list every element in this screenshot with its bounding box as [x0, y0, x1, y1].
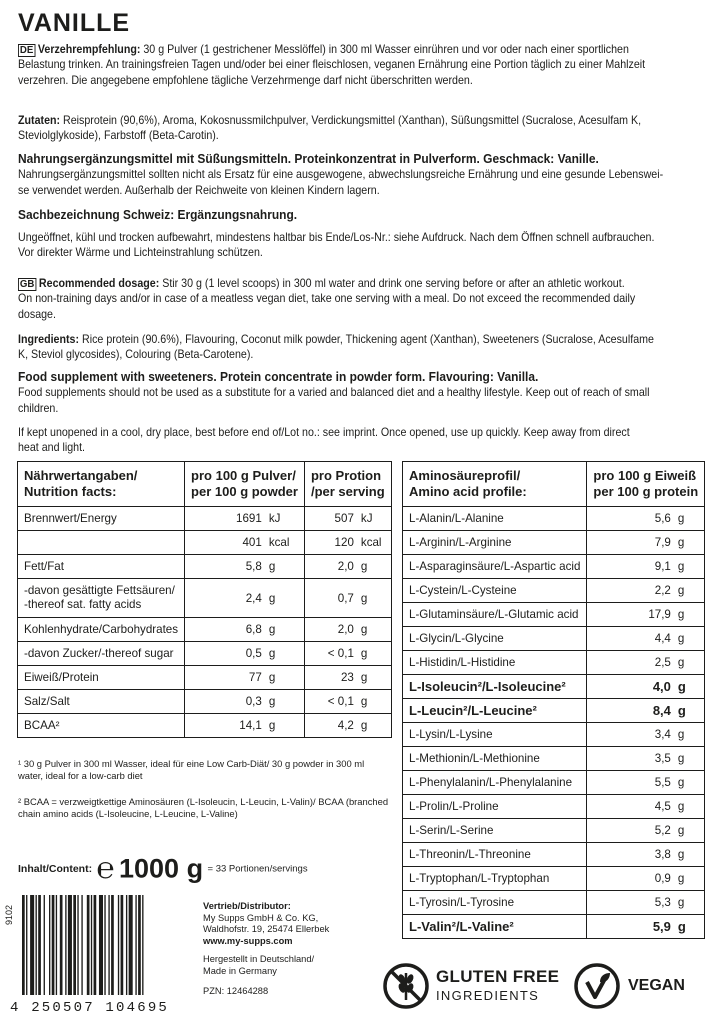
- gluten-free-sublabel: INGREDIENTS: [436, 988, 540, 1003]
- de-swiss-heading: Sachbezeichnung Schweiz: Ergänzungsnahrung.: [18, 207, 298, 222]
- nutrition-value-serving: 2,0: [304, 618, 356, 642]
- amino-row: [403, 507, 705, 531]
- vegan-label: VEGAN: [628, 977, 685, 994]
- vegan-leaf-icon: [573, 962, 621, 1010]
- amino-unit: g: [674, 795, 705, 819]
- made-in-line: Hergestellt in Deutschland/: [203, 954, 315, 964]
- nutrition-label: Kohlenhydrate/Carbohydrates: [18, 618, 185, 642]
- amino-row: [403, 699, 705, 723]
- footnote-2: [18, 796, 418, 820]
- gb-flag-tag: GB: [19, 278, 35, 290]
- nutrition-value-per100: 2,4: [185, 579, 265, 618]
- amino-label: L-Arginin/L-Arginine: [403, 531, 587, 555]
- amino-row: [403, 747, 705, 771]
- amino-row: [403, 627, 705, 651]
- amino-row: [403, 651, 705, 675]
- amino-row: [403, 723, 705, 747]
- amino-unit: g: [674, 771, 705, 795]
- de-supplement-text: Nahrungsergänzungsmittel sollten nicht als Ersatz für eine ausgewogene, abwechslungsreiche Ernährung und eine gesunde Lebenswei-: [18, 168, 664, 182]
- nutrition-value-serving: 4,2: [304, 714, 356, 738]
- barcode-bar: [129, 895, 133, 995]
- nutrition-row: [18, 714, 392, 738]
- nutrition-label: [18, 579, 185, 618]
- header-text: /per serving: [310, 484, 385, 499]
- barcode-bar: [36, 895, 37, 995]
- amino-label: L-Valin²/L-Valine²: [403, 915, 587, 939]
- distributor-line: Waldhofstr. 19, 25474 Ellerbek: [203, 924, 330, 934]
- nutrition-row: [18, 531, 392, 555]
- barcode-bar: [52, 895, 55, 995]
- nutrition-header-serving: [304, 462, 391, 507]
- gb-supplement-heading: Food supplement with sweeteners. Protein concentrate in powder form. Flavouring: Vanilla.: [18, 369, 539, 384]
- de-supplement-text: se verwendet werden. Außerhalb der Reichweite von kleinen Kindern lagern.: [18, 183, 380, 197]
- amino-row: [403, 819, 705, 843]
- nutrition-value-serving: 120: [304, 531, 356, 555]
- nutrition-label-line: -thereof sat. fatty acids: [24, 598, 142, 611]
- amino-value: 2,2: [587, 579, 674, 603]
- nutrition-label: Fett/Fat: [18, 555, 185, 579]
- amino-acid-table: [402, 461, 705, 939]
- amino-label: L-Methionin/L-Methionine: [403, 747, 587, 771]
- de-ingredients-text: Steviolglykoside), Farbstoff (Beta-Carotin).: [18, 129, 219, 143]
- nutrition-label: BCAA²: [18, 714, 185, 738]
- nutrition-unit-serving: g: [357, 666, 391, 690]
- gb-storage-text: heat and light.: [18, 441, 86, 455]
- made-in-line: Made in Germany: [203, 965, 277, 976]
- barcode-bar: [65, 895, 66, 995]
- header-text: Nährwertangaben/: [24, 468, 138, 483]
- barcode-bar: [77, 895, 78, 995]
- amino-label: L-Histidin/L-Histidine: [403, 651, 587, 675]
- amino-row: [403, 795, 705, 819]
- nutrition-unit-per100: g: [265, 618, 305, 642]
- side-code: 9102: [4, 904, 14, 925]
- nutrition-unit-per100: g: [265, 666, 305, 690]
- nutrition-unit-serving: g: [357, 579, 391, 618]
- nutrition-table: [17, 461, 392, 738]
- de-dosage-text: Belastung trinken. An trainingsfreien Tagen und/oder bei einer fleischlosen, veganen Ernährung eine Portion täglich zu einer Mahlzeit: [18, 58, 646, 72]
- nutrition-unit-per100: g: [265, 642, 305, 666]
- nutrition-unit-per100: kJ: [265, 507, 305, 531]
- amino-label: L-Threonin/L-Threonine: [403, 843, 587, 867]
- amino-label: L-Lysin/L-Lysine: [403, 723, 587, 747]
- nutrition-row: [18, 555, 392, 579]
- nutrition-header-label: [18, 462, 185, 507]
- de-ingredients-text: Reisprotein (90,6%), Aroma, Kokosnussmilchpulver, Verdickungsmittel (Xanthan), Süßungsmittel (Sucralose, Acesulfam K,: [60, 114, 642, 127]
- amino-label: L-Phenylalanin/L-Phenylalanine: [403, 771, 587, 795]
- gb-dosage-text: On non-training days and/or in case of a meatless vegan diet, take one serving with a meal. Do not exceed the recommended daily: [18, 292, 636, 306]
- footnote-text: ¹ 30 g Pulver in 300 ml Wasser, ideal für eine Low Carb-Diät/ 30 g powder in 300 ml: [18, 758, 365, 769]
- nutrition-row: [18, 507, 392, 531]
- nutrition-row: [18, 579, 392, 618]
- gb-supplement: [18, 369, 690, 416]
- amino-value: 4,4: [587, 627, 674, 651]
- barcode-bar: [60, 895, 63, 995]
- amino-unit: g: [674, 843, 705, 867]
- amino-value: 5,9: [587, 915, 674, 939]
- gb-supplement-text: children.: [18, 401, 59, 415]
- header-text: per 100 g powder: [191, 484, 298, 499]
- header-text: pro Protion: [310, 468, 382, 483]
- de-flag-tag: DE: [19, 44, 34, 56]
- nutrition-value-serving: < 0,1: [304, 690, 356, 714]
- gb-ingredients-text: Rice protein (90.6%), Flavouring, Coconut milk powder, Thickening agent (Xanthan), Sweeteners (Sucralose, Acesulfame: [79, 333, 654, 346]
- amino-value: 7,9: [587, 531, 674, 555]
- amino-unit: g: [674, 627, 705, 651]
- amino-unit: g: [674, 651, 705, 675]
- header-text: Aminosäureprofil/: [409, 468, 521, 483]
- nutrition-unit-per100: g: [265, 714, 305, 738]
- amino-row: [403, 771, 705, 795]
- barcode-bar: [104, 895, 105, 995]
- barcode-bar: [142, 895, 143, 995]
- gb-dosage: [18, 276, 690, 322]
- nutrition-unit-serving: kJ: [357, 507, 391, 531]
- barcode-bar: [73, 895, 76, 995]
- de-swiss: [18, 207, 690, 223]
- amino-row: [403, 843, 705, 867]
- nutrition-unit-per100: kcal: [265, 531, 305, 555]
- amino-unit: g: [674, 675, 705, 699]
- nutrition-unit-serving: g: [357, 642, 391, 666]
- gb-ingredients: [18, 332, 690, 363]
- de-storage-text: Vor direkter Wärme und Lichteinstrahlung schützen.: [18, 246, 263, 260]
- amino-row: [403, 603, 705, 627]
- barcode-bar: [22, 895, 25, 995]
- barcode-bar: [81, 895, 82, 995]
- amino-value: 17,9: [587, 603, 674, 627]
- de-dosage-text: verzehren. Die angegebene empfohlene tägliche Verzehrmenge darf nicht überschritten werden.: [18, 73, 473, 87]
- amino-unit: g: [674, 819, 705, 843]
- amino-value: 4,0: [587, 675, 674, 699]
- footnote-text: chain amino acids (L-Isoleucine, L-Leucine, L-Valine): [18, 808, 238, 819]
- amino-label: L-Prolin/L-Proline: [403, 795, 587, 819]
- amino-unit: g: [674, 555, 705, 579]
- nutrition-value-per100: 6,8: [185, 618, 265, 642]
- amino-label: L-Asparaginsäure/L-Aspartic acid: [403, 555, 587, 579]
- amino-unit: g: [674, 891, 705, 915]
- amino-label: L-Tryptophan/L-Tryptophan: [403, 867, 587, 891]
- de-supplement-heading: Nahrungsergänzungsmittel mit Süßungsmitteln. Proteinkonzentrat in Pulverform. Geschmack: Vanille.: [18, 151, 599, 166]
- wheat-crossed-icon: [382, 962, 430, 1010]
- de-supplement: [18, 151, 690, 198]
- barcode-bar: [118, 895, 119, 995]
- amino-label: L-Serin/L-Serine: [403, 819, 587, 843]
- barcode-bar: [126, 895, 127, 995]
- barcode-bar: [111, 895, 114, 995]
- barcode-bar: [56, 895, 57, 995]
- amino-row: [403, 579, 705, 603]
- amino-value: 5,5: [587, 771, 674, 795]
- barcode-bar: [38, 895, 41, 995]
- barcode-bar: [91, 895, 92, 995]
- de-storage: [18, 230, 690, 261]
- gb-ingredients-text: K, Steviol glycosides), Colouring (Beta-Carotene).: [18, 348, 254, 362]
- gb-storage-text: If kept unopened in a cool, dry place, best before end of/Lot no.: see imprint. Once opened, use up quickly. Keep away from direct: [18, 426, 630, 439]
- nutrition-label: -davon Zucker/-thereof sugar: [18, 642, 185, 666]
- net-content: [18, 852, 308, 886]
- product-title: VANILLE: [18, 9, 131, 37]
- amino-value: 0,9: [587, 867, 674, 891]
- content-servings: = 33 Portionen/servings: [207, 863, 308, 875]
- amino-label: L-Cystein/L-Cysteine: [403, 579, 587, 603]
- nutrition-value-serving: 0,7: [304, 579, 356, 618]
- amino-value: 9,1: [587, 555, 674, 579]
- nutrition-value-serving: 2,0: [304, 555, 356, 579]
- amino-row: [403, 555, 705, 579]
- nutrition-value-per100: 14,1: [185, 714, 265, 738]
- pzn-code: PZN: 12464288: [203, 986, 269, 996]
- amino-value: 2,5: [587, 651, 674, 675]
- nutrition-value-per100: 77: [185, 666, 265, 690]
- amino-unit: g: [674, 723, 705, 747]
- barcode-bar: [49, 895, 50, 995]
- distributor-label: Vertrieb/Distributor:: [203, 901, 291, 911]
- amino-row: [403, 531, 705, 555]
- header-text: pro 100 g Pulver/: [191, 468, 296, 483]
- amino-unit: g: [674, 915, 705, 939]
- amino-header-label: [403, 462, 587, 507]
- made-in: [203, 954, 329, 977]
- de-storage-text: Ungeöffnet, kühl und trocken aufbewahrt, mindestens haltbar bis Ende/Los-Nr.: siehe Aufdruck. Nach dem Öffnen schnell aufbrauchen.: [18, 231, 655, 244]
- nutrition-unit-serving: g: [357, 618, 391, 642]
- nutrition-value-serving: 507: [304, 507, 356, 531]
- nutrition-value-per100: 0,3: [185, 690, 265, 714]
- barcode-bar: [99, 895, 103, 995]
- barcode-bar: [68, 895, 72, 995]
- nutrition-unit-per100: g: [265, 555, 305, 579]
- amino-label: L-Isoleucin²/L-Isoleucine²: [403, 675, 587, 699]
- barcode-bar: [138, 895, 141, 995]
- estimated-sign-icon: ℮: [96, 852, 115, 885]
- distributor-block: [203, 901, 329, 998]
- amino-row: [403, 915, 705, 939]
- amino-value: 3,8: [587, 843, 674, 867]
- barcode-bar: [44, 895, 45, 995]
- amino-value: 5,3: [587, 891, 674, 915]
- nutrition-label: Eiweiß/Protein: [18, 666, 185, 690]
- nutrition-header-row: [18, 462, 392, 507]
- nutrition-row: [18, 690, 392, 714]
- amino-unit: g: [674, 699, 705, 723]
- nutrition-row: [18, 618, 392, 642]
- nutrition-value-per100: 0,5: [185, 642, 265, 666]
- nutrition-label: [18, 531, 185, 555]
- de-dosage-text: 30 g Pulver (1 gestrichener Messlöffel) in 300 ml Wasser einrühren und vor oder nach einer sportlichen: [140, 43, 629, 56]
- amino-unit: g: [674, 603, 705, 627]
- nutrition-label: Brennwert/Energy: [18, 507, 185, 531]
- nutrition-value-serving: 23: [304, 666, 356, 690]
- amino-label: L-Alanin/L-Alanine: [403, 507, 587, 531]
- barcode-bar: [30, 895, 34, 995]
- distributor-line: My Supps GmbH & Co. KG,: [203, 912, 319, 923]
- amino-row: [403, 891, 705, 915]
- nutrition-row: [18, 642, 392, 666]
- amino-label: L-Leucin²/L-Leucine²: [403, 699, 587, 723]
- header-text: pro 100 g Eiweiß: [593, 468, 697, 483]
- barcode-bar: [94, 895, 97, 995]
- gb-dosage-text: Stir 30 g (1 level scoops) in 300 ml water and drink one serving before or after an athletic workout.: [159, 277, 625, 290]
- gluten-free-label: GLUTEN FREE: [436, 967, 560, 986]
- nutrition-value-serving: < 0,1: [304, 642, 356, 666]
- nutrition-unit-serving: kcal: [357, 531, 391, 555]
- nutrition-label-line: -davon gesättigte Fettsäuren/: [24, 584, 175, 597]
- gb-storage: [18, 425, 690, 456]
- nutrition-value-per100: 1691: [185, 507, 265, 531]
- de-ingredients-label: Zutaten:: [18, 114, 61, 127]
- nutrition-unit-per100: g: [265, 579, 305, 618]
- content-amount: 1000 g: [119, 853, 204, 884]
- barcode-bar: [108, 895, 109, 995]
- de-ingredients: [18, 113, 690, 144]
- amino-value: 5,2: [587, 819, 674, 843]
- nutrition-unit-serving: g: [357, 690, 391, 714]
- amino-label: L-Glycin/L-Glycine: [403, 627, 587, 651]
- gb-ingredients-label: Ingredients:: [18, 333, 80, 346]
- amino-value: 5,6: [587, 507, 674, 531]
- gb-supplement-text: Food supplements should not be used as a substitute for a varied and balanced diet and a healthy lifestyle. Keep out of reach of small: [18, 386, 650, 400]
- amino-value: 3,5: [587, 747, 674, 771]
- amino-unit: g: [674, 531, 705, 555]
- distributor-web: www.my-supps.com: [203, 935, 293, 946]
- nutrition-value-per100: 401: [185, 531, 265, 555]
- amino-unit: g: [674, 747, 705, 771]
- amino-label: L-Glutaminsäure/L-Glutamic acid: [403, 603, 587, 627]
- gb-dosage-label: Recommended dosage:: [38, 277, 160, 290]
- barcode-bar: [121, 895, 124, 995]
- barcode-bar: [26, 895, 27, 995]
- nutrition-unit-serving: g: [357, 555, 391, 579]
- amino-row: [403, 867, 705, 891]
- amino-unit: g: [674, 867, 705, 891]
- amino-label: L-Tyrosin/L-Tyrosine: [403, 891, 587, 915]
- nutrition-unit-per100: g: [265, 690, 305, 714]
- footnote-text: ² BCAA = verzweigtkettige Aminosäuren (L-Isoleucin, L-Leucin, L-Valin)/ BCAA (branched: [18, 796, 389, 807]
- amino-unit: g: [674, 579, 705, 603]
- nutrition-value-per100: 5,8: [185, 555, 265, 579]
- amino-unit: g: [674, 507, 705, 531]
- header-text: per 100 g protein: [593, 484, 699, 499]
- amino-value: 4,5: [587, 795, 674, 819]
- barcode-digits: 4 250507 104695: [10, 1000, 170, 1016]
- gb-dosage-text: dosage.: [18, 307, 56, 321]
- barcode-bar: [87, 895, 90, 995]
- amino-header-row: [403, 462, 705, 507]
- de-dosage: [18, 42, 690, 88]
- footnote-1: [18, 758, 418, 782]
- nutrition-unit-serving: g: [357, 714, 391, 738]
- amino-row: [403, 675, 705, 699]
- barcode-bar: [135, 895, 136, 995]
- amino-value: 8,4: [587, 699, 674, 723]
- barcode-icon: [20, 895, 180, 995]
- amino-value: 3,4: [587, 723, 674, 747]
- content-label: Inhalt/Content:: [18, 863, 93, 875]
- nutrition-header-per100: [185, 462, 305, 507]
- nutrition-row: [18, 666, 392, 690]
- header-text: Amino acid profile:: [409, 484, 527, 499]
- de-dosage-label: Verzehrempfehlung:: [37, 43, 141, 56]
- footnote-text: water, ideal for a low-carb diet: [18, 770, 143, 781]
- amino-header-per100: [587, 462, 705, 507]
- nutrition-label: Salz/Salt: [18, 690, 185, 714]
- header-text: Nutrition facts:: [24, 484, 117, 499]
